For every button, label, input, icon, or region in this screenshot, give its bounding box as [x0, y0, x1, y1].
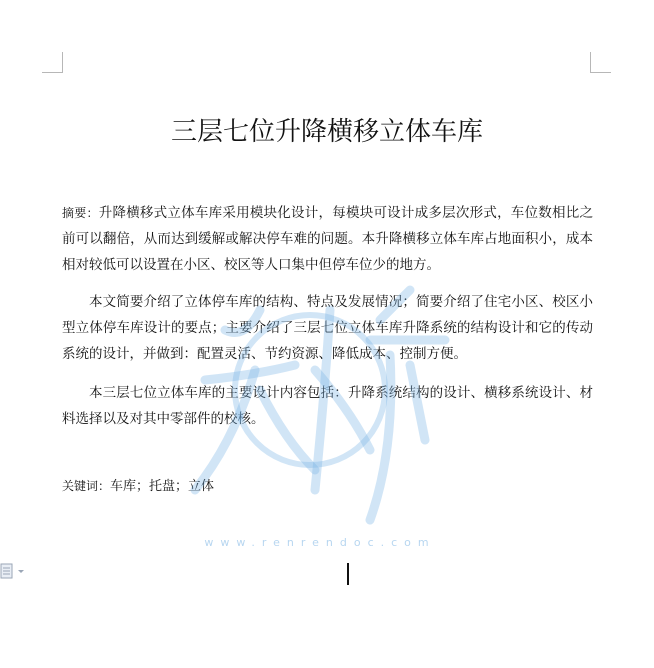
- intro-paragraph[interactable]: 本文简要介绍了立体停车库的结构、特点及发展情况；简要介绍了住宅小区、校区小型立体停车库设计的要点；主要介绍了三层七位立体车库升降系统的结构设计和它的传动系统的设计，并做到：配置灵活、节约资源、降低成本、控制方便。: [62, 294, 593, 362]
- document-title[interactable]: 三层七位升降横移立体车库: [170, 117, 483, 147]
- keywords-label: 关键词：: [62, 479, 111, 493]
- abstract-label: 摘要：: [62, 206, 99, 220]
- document-dropdown-icon[interactable]: [0, 563, 30, 581]
- keywords-paragraph[interactable]: [62, 473, 593, 500]
- abstract-paragraph[interactable]: [62, 200, 593, 278]
- watermark-url: www.renrendoc.com: [204, 536, 436, 549]
- crop-mark-top-left: [42, 52, 63, 73]
- keywords-text: 车库；托盘；立体: [110, 479, 215, 494]
- content-paragraph[interactable]: 本三层七位立体车库的主要设计内容包括：升降系统结构的设计、横移系统设计、材料选择以及对其中零部件的校核。: [62, 385, 593, 427]
- text-cursor: [347, 563, 349, 585]
- crop-mark-top-right: [590, 52, 611, 73]
- abstract-text: 升降横移式立体车库采用模块化设计，每模块可设计成多层次形式，车位数相比之前可以翻倍，从而达到缓解或解决停车难的问题。本升降横移立体车库占地面积小，成本相对较低可以设置在小区、校区等人口集中但停车位少的地方。: [62, 205, 593, 273]
